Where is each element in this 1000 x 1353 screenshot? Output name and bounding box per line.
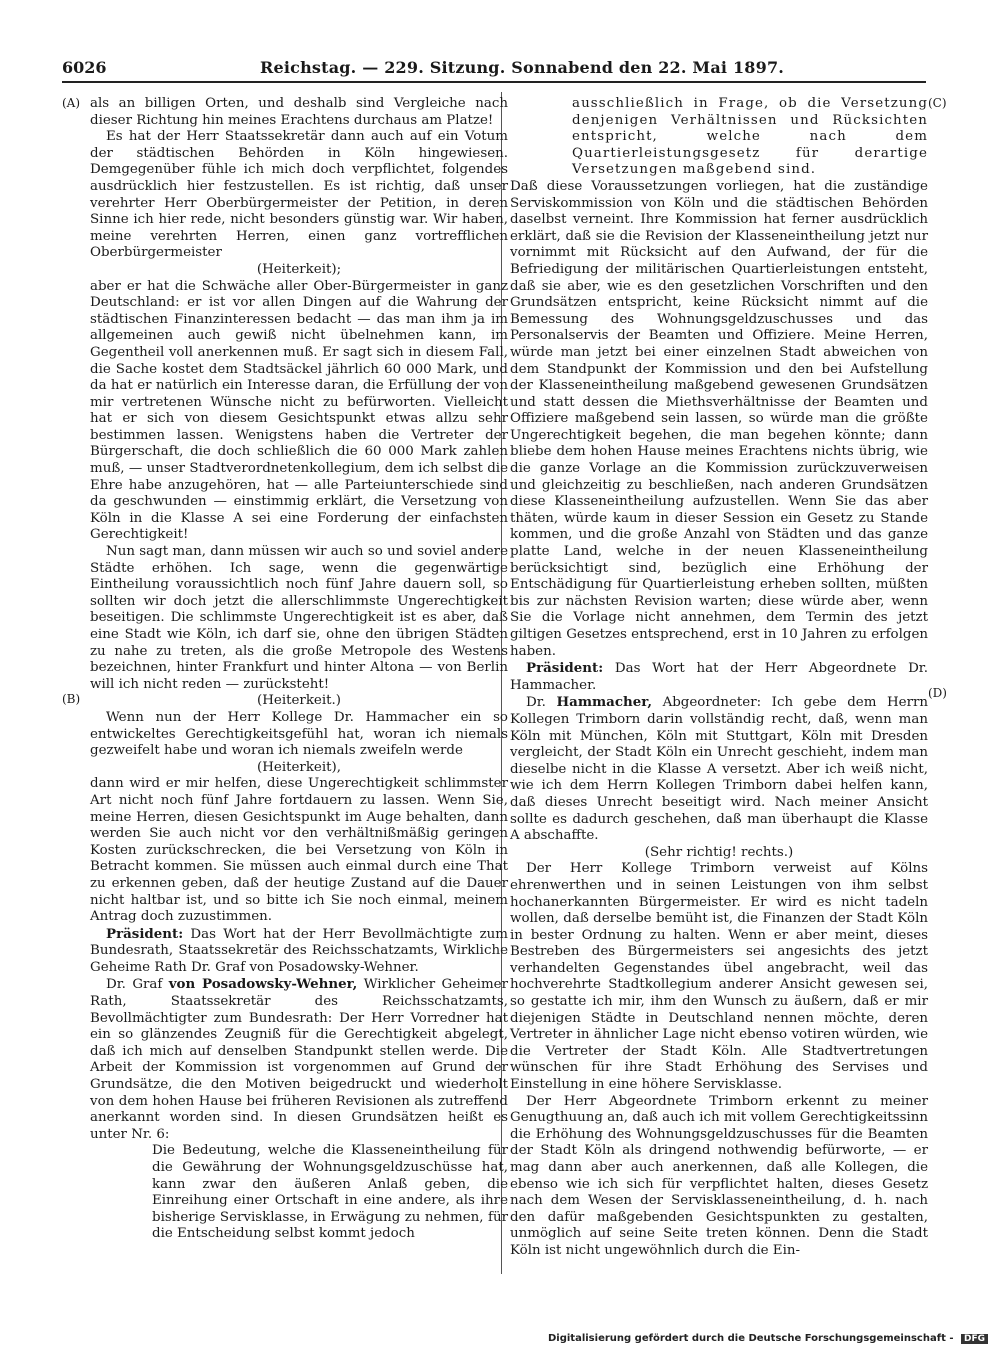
paragraph: Nun sagt man, dann müssen wir auch so und soviel andere Städte erhöhen. Ich sage, wenn die gegenwärtige Eintheilung voraussichtlich noch fünf Jahre dauern soll, so sollten wir doch jetzt die allerschlimmste Ungerechtigkeit beseitigen. Die schlimmste Ungerechtigkeit ist es aber, daß eine Stadt wie Köln, ich darf sie, ohne den übrigen Städten zu nahe zu treten, als die große Metropole des Westens bezeichnen, hinter Frankfurt und hinter Altona — von Berlin will ich nicht reden — zurücksteht! [90,544,508,692]
interjection: (Heiterkeit.) [257,693,341,709]
paragraph: aber er hat die Schwäche aller Ober-Bürgermeister in ganz Deutschland: er ist vor allen Dingen auf die Wahrung der städtischen Finanzinteressen bedacht — das man ihm ja im allgemeinen auch gewiß nicht übelnehmen kann, im Gegentheil voll anerkennen muß. Er sagt sich in diesem Fall, die Sache kostet dem Stadtsäckel jährlich 60 000 Mark, und da hat er natürlich ein Interesse daran, die Erfüllung der von mir vertretenen Wünsche nicht zu befürworten. Vielleicht hat er sich von diesem Gesichtspunkt etwas allzu sehr bestimmen lassen. Wenigstens haben die Vertreter der Bürgerschaft, die doch schließlich die 60 000 Mark zahlen muß, — unser Stadtverordnetenkollegium, dem ich selbst die Ehre habe anzugehören, hat — alle Parteiunterschiede sind da geschwunden — einstimmig erklärt, die Versetzung von Köln in die Klasse A sei eine Forderung der einfachsten Gerechtigkeit! [90,278,508,543]
speech-text: Das Wort hat der Herr Abgeordnete Dr. Hammacher. [510,661,928,693]
digitization-credit [548,1333,988,1344]
margin-mark-d: (D) [928,686,947,700]
speech-text: Abgeordneter: Ich gebe dem Herrn Kollegen Trimborn darin vollständig recht, daß, wenn man Köln mit München, Köln mit Stuttgart, Köln mit Dresden vergleicht, der Stadt Köln ein Unrecht geschieht, indem man dieselbe nicht in die Klasse A versetzt. Aber ich weiß nicht, wie ich dem Herrn Kollegen Trimborn dabei helfen kann, daß dieses Unrecht beseitigt wird. Nach meiner Ansicht sollte es dadurch geschehen, daß man überhaupt die Klasse A abschaffte. [510,695,929,844]
speech-text: Das Wort hat der Herr Bevollmächtigte zum Bundesrath, Staatssekretär des Reichsschatzamts, Wirkliche Geheime Rath Dr. Graf von Posadowsky-Wehner. [90,926,508,975]
speaker-name: von Posadowsky-Wehner, [168,976,358,993]
speaker-label: Präsident: [526,660,604,677]
paragraph: Der Herr Kollege Trimborn verweist auf Kölns ehrenwerthen und in seinen Leistungen von ihm selbst hochanerkannten Bürgermeister. Er wird es nicht tadeln wollen, daß derselbe bemüht ist, die Finanzen der Stadt Köln in bester Ordnung zu halten. Wenn er aber meint, dieses Bestreben des Bürgermeisters sei angesichts des jetzt verhandelten Gegenstandes übel angebracht, weil das hochverehrte Stadtkollegium anderer Ansicht gewesen sei, so gestatte ich mir, ihm den Wunsch zu äußern, daß er mir diejenigen Städte in Deutschland nennen möchte, deren Vertreter in ähnlicher Lage nicht ebenso votiren würden, wie die Vertreter der Stadt Köln. Alle Stadtvertretungen wünschen für ihre Stadt Erhöhung des Servises und Einstellung in eine höhere Servisklasse. [510,861,928,1093]
paragraph: Es hat der Herr Staatssekretär dann auch auf ein Votum der städtischen Behörden in Köln hingewiesen. Demgegenüber fühle ich mich doch verpflichtet, folgendes ausdrücklich hier festzustellen. Es ist richtig, daß unser verehrter Herr Oberbürgermeister der Petition, in deren Sinne ich hier rede, nicht besonders günstig war. Wir haben, meine verehrten Herren, einen ganz vortrefflichen Oberbürgermeister [90,129,508,261]
paragraph: Wenn nun der Herr Kollege Dr. Hammacher ein so entwickeltes Gerechtigkeitsgefühl hat, woran ich niemals gezweifelt habe und woran ich niemals zweifeln werde [90,709,508,759]
speaker-statement [510,694,928,844]
speaker-prefix: Dr. [526,695,557,711]
interjection: (Sehr richtig! rechts.) [644,844,794,860]
left-column [90,96,508,1243]
president-statement [510,660,928,694]
interjection: (Heiterkeit); [256,261,342,277]
quotation: Die Bedeutung, welche die Klasseneintheilung für die Gewährung der Wohnungsgeldzuschüsse hat, kann zwar den äußeren Anlaß geben, die Einreihung einer Ortschaft in eine andere, als ihre bisherige Servisklasse, in Erwägung zu nehmen, für die Entscheidung selbst kommt jedoch [152,1143,508,1242]
speaker-name: Hammacher, [556,694,652,711]
speaker-statement [90,976,508,1143]
credit-text: Digitalisierung gefördert durch die Deutsche Forschungsgemeinschaft - [547,1333,954,1344]
running-header: Reichstag. — 229. Sitzung. Sonnabend den 22. Mai 1897. [260,58,785,77]
margin-mark-b: (B) [62,692,81,706]
margin-mark-a: (A) [62,96,81,110]
speaker-prefix: Dr. Graf [106,977,169,993]
interjection: (Heiterkeit), [257,759,341,775]
speech-text: Wirklicher Geheimer Rath, Staatssekretär des Reichsschatzamts, Bevollmächtigter zum Bundesrath: Der Herr Vorredner hat ein so glänzendes Zeugniß für die Gerechtigkeit abgelegt, daß ich mich auf denselben Standpunkt stellen werde. Die Arbeit der Kommission ist vorgenommen auf Grund der Grundsätze, die den Motiven beigedruckt und wiederholt von dem hohen Hause bei früheren Revisionen als zutreffend anerkannt worden sind. In diesen Grundsätzen heißt es unter Nr. 6: [90,977,508,1142]
paragraph: als an billigen Orten, und deshalb sind Vergleiche nach dieser Richtung hin meines Erachtens durchaus am Platze! [90,96,508,128]
page-number: 6026 [62,58,107,77]
quotation-continued: ausschließlich in Frage, ob die Versetzung denjenigen Verhältnissen und Rücksichten entspricht, welche nach dem Quartierleistungsgesetz für derartige Versetzungen maßgebend sind. [572,96,928,178]
paragraph: dann wird er mir helfen, diese Ungerechtigkeit schlimmster Art nicht noch fünf Jahre fortdauern zu lassen. Wenn Sie, meine Herren, diesen Gesichtspunkt im Auge behalten, dann werden Sie auch nicht vor den verhältnißmäßig geringen Kosten zurückschrecken, die bei Versetzung von Köln in Betracht kommen. Sie müssen auch einmal durch eine That zu erkennen geben, daß der heutige Zustand auf die Dauer nicht haltbar ist, und so bitte ich Sie noch einmal, meinem Antrag doch zuzustimmen. [90,776,508,925]
margin-mark-c: (C) [928,96,947,110]
speaker-label: Präsident: [106,925,184,942]
right-column [510,96,928,1260]
paragraph: Der Herr Abgeordnete Trimborn erkennt zu meiner Genugthuung an, daß auch ich mit vollem Gerechtigkeitssinn die Erhöhung des Wohnungsgeldzuschusses für die Beamten der Stadt Köln als dringend nothwendig befürworte, — er mag dann aber auch anerkennen, daß alle Kollegen, die ebenso wie ich sich für verpflichtet halten, dieses Gesetz nach dem Wesen der Servisklasseneintheilung, d. h. nach den dafür maßgebenden Gesichtspunkten zu gestalten, unmöglich auf seine Seite treten können. Denn die Stadt Köln ist nicht ungewöhnlich durch die Ein- [510,1093,928,1258]
dfg-logo: DFG [961,1334,988,1344]
president-statement [90,926,508,977]
paragraph: Daß diese Voraussetzungen vorliegen, hat die zuständige Serviskommission von Köln und die städtischen Behörden daselbst verneint. Ihre Kommission hat ferner ausdrücklich erklärt, daß sie die Revision der Klasseneintheilung jetzt nur vornimmt mit Rücksicht auf den Aufwand, der für die Befriedigung der militärischen Quartierleistungen entsteht, daß sie aber, wie es den gesetzlichen Vorschriften und den Grundsätzen entspricht, keine Rücksicht nimmt auf die Bemessung des Wohnungsgeldzuschusses und das Personalservis der Beamten und Offiziere. Meine Herren, würde man jetzt bei einer einzelnen Stadt abweichen von dem Standpunkt der Kommission und den bei Aufstellung der Klasseneintheilung maßgebend gewesenen Grundsätzen und statt dessen die Miethsverhältnisse der Beamten und Offiziere maßgebend sein lassen, so würde man die größte Ungerechtigkeit begehen, die man begehen könnte; dann bliebe dem hohen Hause meines Erachtens nichts übrig, wie die ganze Vorlage an die Kommission zurückzuverweisen und gleichzeitig zu beschließen, nach anderen Grundsätzen diese Klasseneintheilung aufzustellen. Wenn Sie das aber thäten, würde kaum in dieser Session ein Gesetz zu Stande kommen, und die große Anzahl von Städten und das ganze platte Land, welche in der neuen Klasseneintheilung berücksichtigt sind, bezüglich eine Erhöhung der Entschädigung für Quartierleistung erheben sollten, müßten bis zur nächsten Revision warten; diese würde aber, wenn Sie die Vorlage nicht annehmen, dem Termin des jetzt giltigen Gesetzes entsprechend, erst in 10 Jahren zu erfolgen haben. [510,178,928,659]
header-rule [62,81,926,83]
